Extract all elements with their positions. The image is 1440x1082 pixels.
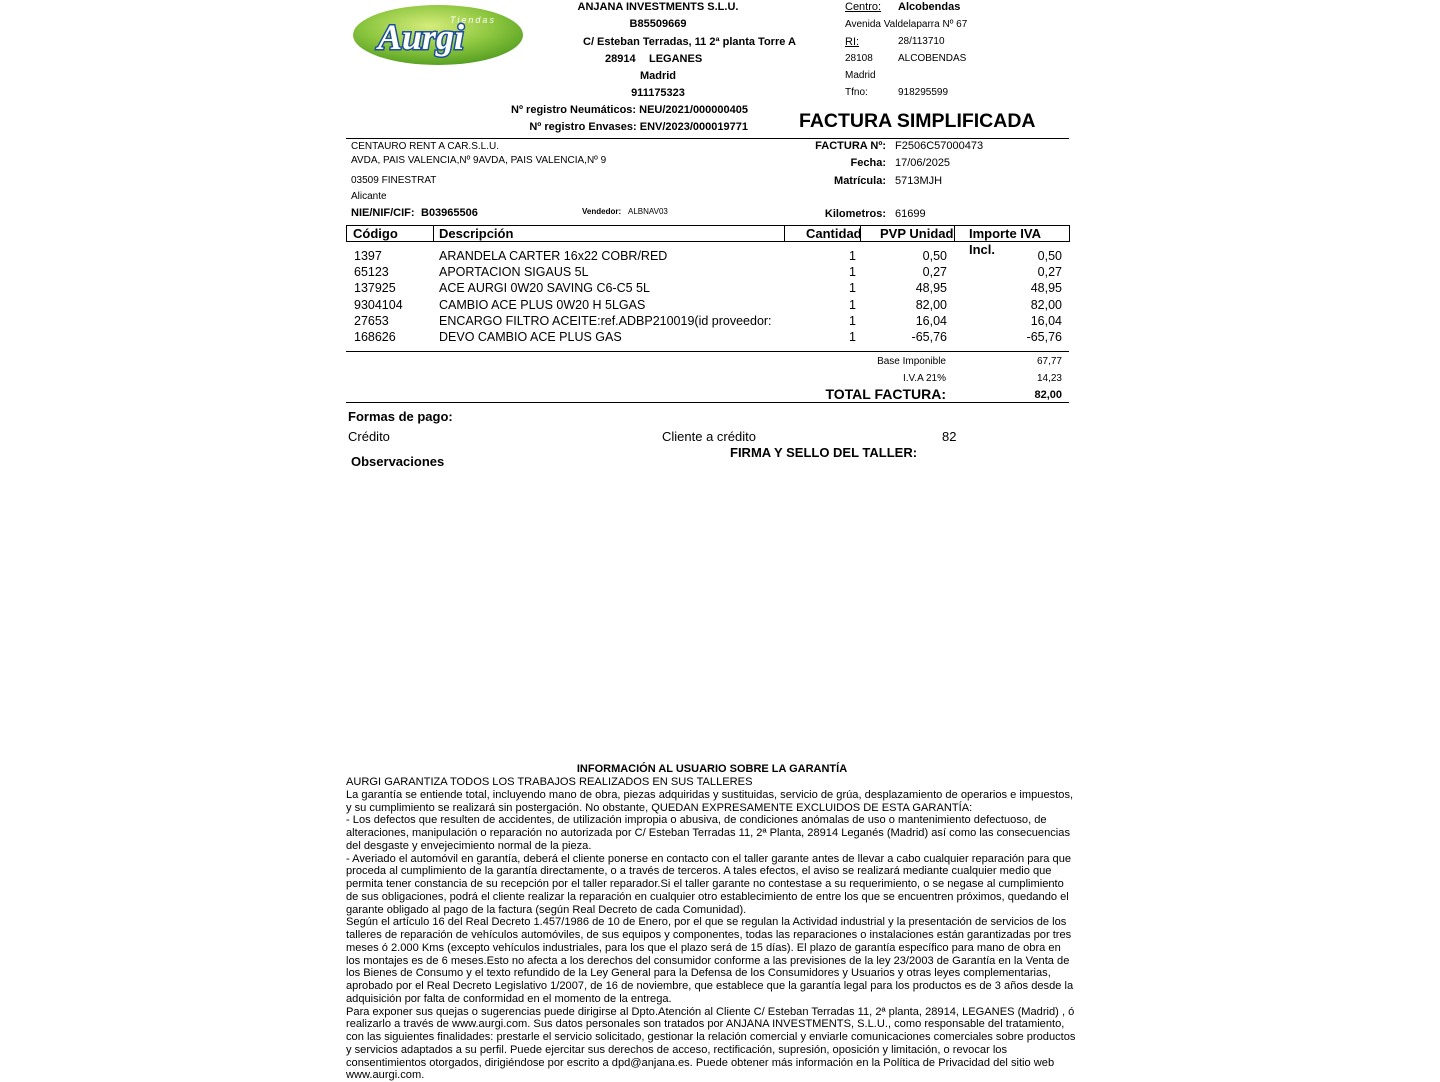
header-unit-price: PVP Unidad: [880, 226, 954, 241]
total-label: TOTAL FACTURA:: [825, 386, 946, 402]
centro-label: Centro:: [845, 1, 882, 13]
row-code: 168626: [354, 330, 396, 344]
base-value: 67,77: [1036, 356, 1062, 367]
seller-label: Vendedor:: [582, 207, 622, 216]
invoice-plate: 5713MJH: [895, 175, 943, 187]
company-phone: 911175323: [631, 87, 685, 99]
invoice-date: 17/06/2025: [895, 157, 951, 169]
table-row: [346, 297, 1068, 313]
table-row: [346, 313, 1068, 329]
row-code: 1397: [354, 249, 382, 263]
payment-method: Crédito: [348, 429, 390, 444]
row-unit-price: 0,50: [922, 249, 947, 263]
invoice-km-label: Kilometros:: [824, 208, 886, 220]
header-divider: [346, 138, 1069, 139]
row-amount: 82,00: [1030, 298, 1062, 312]
row-amount: 16,04: [1030, 314, 1062, 328]
row-description: ENCARGO FILTRO ACEITE:ref.ADBP210019(id proveedor:: [439, 314, 772, 328]
header-amount: Importe IVA Incl.: [969, 226, 1041, 257]
payment-title: Formas de pago:: [348, 409, 453, 424]
centro-city: ALCOBENDAS: [898, 53, 967, 64]
base-label: Base Imponible: [877, 356, 946, 367]
centro-name: Alcobendas: [898, 1, 961, 13]
table-row: [346, 329, 1068, 345]
table-row: [346, 280, 1068, 296]
invoice-number: F2506C57000473: [895, 140, 984, 152]
iva-value: 14,23: [1036, 373, 1062, 384]
row-amount: 0,27: [1037, 265, 1062, 279]
row-unit-price: 16,04: [915, 314, 947, 328]
table-bottom-divider: [346, 351, 1069, 352]
row-quantity: 1: [849, 298, 856, 312]
warranty-title: INFORMACIÓN AL USUARIO SOBRE LA GARANTÍA: [576, 763, 848, 775]
invoice-km: 61699: [895, 208, 926, 220]
row-description: ACE AURGI 0W20 SAVING C6-C5 5L: [439, 281, 650, 295]
row-quantity: 1: [849, 281, 856, 295]
row-code: 27653: [354, 314, 389, 328]
observations-label: Observaciones: [351, 454, 445, 469]
row-quantity: 1: [849, 249, 856, 263]
payment-type: Cliente a crédito: [662, 429, 756, 444]
header-description: Descripción: [439, 226, 514, 241]
payment-amount: 82: [942, 429, 957, 444]
header-separator: [433, 226, 434, 241]
invoice-number-label: FACTURA Nº:: [815, 140, 886, 152]
row-quantity: 1: [849, 265, 856, 279]
total-value: 82,00: [1034, 389, 1062, 401]
customer-address: AVDA, PAIS VALENCIA,Nº 9AVDA, PAIS VALENCIA,Nº 9: [351, 155, 607, 166]
row-unit-price: 82,00: [915, 298, 947, 312]
row-description: APORTACION SIGAUS 5L: [439, 265, 589, 279]
document-title: FACTURA SIMPLIFICADA: [799, 110, 1036, 132]
row-description: CAMBIO ACE PLUS 0W20 H 5LGAS: [439, 298, 646, 312]
invoice-plate-label: Matrícula:: [834, 175, 886, 187]
row-unit-price: -65,76: [911, 330, 947, 344]
logo-small-text: Tiendas: [450, 15, 496, 25]
row-code: 137925: [354, 281, 396, 295]
signature-label: FIRMA Y SELLO DEL TALLER:: [730, 445, 918, 460]
company-province: Madrid: [639, 70, 677, 82]
row-unit-price: 0,27: [922, 265, 947, 279]
header-separator: [954, 226, 955, 241]
centro-address: Avenida Valdelaparra Nº 67: [845, 19, 968, 30]
seller-code: ALBNAV03: [628, 207, 668, 216]
row-amount: -65,76: [1026, 330, 1062, 344]
table-row: [346, 264, 1068, 280]
customer-postal-city: 03509 FINESTRAT: [351, 175, 437, 186]
centro-postal-code: 28108: [845, 53, 873, 64]
centro-phone: 918295599: [898, 87, 949, 98]
company-address: C/ Esteban Terradas, 11 2ª planta Torre A: [583, 36, 796, 48]
header-separator: [860, 226, 861, 241]
customer-province: Alicante: [351, 191, 387, 202]
header-code: Código: [353, 226, 398, 241]
iva-label: I.V.A 21%: [903, 373, 946, 384]
invoice-date-label: Fecha:: [850, 157, 886, 169]
row-unit-price: 48,95: [915, 281, 947, 295]
row-code: 65123: [354, 265, 389, 279]
company-reg-neumaticos: Nº registro Neumáticos: NEU/2021/000000405: [511, 104, 748, 116]
customer-nif: B03965506: [421, 207, 478, 219]
row-amount: 0,50: [1037, 249, 1062, 263]
table-row: [346, 248, 1068, 264]
centro-province: Madrid: [845, 70, 876, 81]
company-name: ANJANA INVESTMENTS S.L.U.: [577, 1, 739, 13]
customer-name: CENTAURO RENT A CAR.S.L.U.: [351, 141, 499, 152]
row-amount: 48,95: [1030, 281, 1062, 295]
row-quantity: 1: [849, 314, 856, 328]
centro-ri-value: 28/113710: [898, 36, 945, 47]
row-description: ARANDELA CARTER 16x22 COBR/RED: [439, 249, 668, 263]
header-separator: [784, 226, 785, 241]
aurgi-logo: [352, 4, 524, 66]
customer-nif-label: NIE/NIF/CIF:: [351, 207, 415, 219]
header-quantity: Cantidad: [806, 226, 862, 241]
totals-divider: [346, 402, 1069, 403]
warranty-text: AURGI GARANTIZA TODOS LOS TRABAJOS REALIZADOS EN SUS TALLERES La garantía se entiende total, incluyendo mano de obra, piezas adquiridas y sustituidas, servicio de grúa, desplazamiento de operarios e impuestos, y su cumplimiento se realizará sin postergación. No obstante, QUEDAN EXPRESAMENTE EXCLUIDOS DE ESTA GARANTÍA: - Los defectos que resulten de accidentes, de utilización impropia o abusiva, de condiciones anómalas de uso o mantenimiento defectuoso, de alteraciones, manipulación o reparación no autorizada por C/ Esteban Terradas 11, 2ª Planta, 28914 Leganés (Madrid) así como las consecuencias del desgaste y envejecimiento normal de la pieza. - Averiado el automóvil en garantía, deberá el cliente ponerse en contacto con el taller garante antes de llevar a cabo cualquier reparación para que proceda al cumplimiento de la garantía directamente, o a través de terceros. A tales efectos, el aviso se realizará mediante cualquier medio que permita tener constancia de su recepción por el taller reparador.Si el taller garante no contestase a su requerimiento, o se negase al cumplimiento de sus obligaciones, podrá el cliente realizar la reparación en cualquier otro establecimiento de entre los que se encuentren próximos, quedando el garante obligado al pago de la factura (según Real Decreto de cada Comunidad). Según el artículo 16 del Real Decreto 1.457/1986 de 10 de Enero, por el que se regulan la Actividad industrial y la presentación de servicios de los talleres de reparación de vehículos automóviles, de sus equipos y componentes, todas las reparaciones o instalaciones están garantizadas por tres meses ó 2.000 Kms (excepto vehículos industriales, para los que el plazo será de 15 días). El plazo de garantía específico para mano de obra en los montajes es de 6 meses.Esto no afecta a los derechos del consumidor conforme a las previsiones de la ley 23/2003 de Garantía en la Venta de los Bienes de Consumo y el texto refundido de la Ley General para la Defensa de los Consumidores y Usuarios y otras leyes complementarias, aprobado por el Real Decreto Legislativo 1/2007, de 16 de noviembre, que establece que la garantía legal para los productos es de 3 años desde la adquisición por falta de conformidad en el momento de la entrega. Para exponer sus quejas o sugerencias puede dirigirse al Dpto.Atención al Cliente C/ Esteban Terradas 11, 2ª planta, 28914, LEGANES (Madrid) , ó realizarlo a través de www.aurgi.com. Sus datos personales son tratados por ANJANA INVESTMENTS, S.L.U., como responsable del tratamiento, con las siguientes finalidades: prestarle el servicio solicitado, gestionar la relación comercial y enviarle comunicaciones comerciales sobre productos y servicios adaptados a su perfil. Puede ejercitar sus derechos de acceso, rectificación, supresión, oposición y limitación, o revocar los consentimientos otorgados, dirigiéndose por escrito a dpd@anjana.es. Puede obtener más información en la Política de Privacidad del sitio web www.aurgi.com.: [346, 776, 1076, 1082]
company-postal-code: 28914: [605, 53, 636, 65]
row-description: DEVO CAMBIO ACE PLUS GAS: [439, 330, 622, 344]
row-quantity: 1: [849, 330, 856, 344]
company-reg-envases: Nº registro Envases: ENV/2023/000019771: [529, 121, 748, 133]
centro-phone-label: Tfno:: [845, 87, 868, 98]
logo-brand-text: Aurgi: [378, 17, 465, 57]
centro-ri-label: RI:: [845, 36, 860, 48]
row-code: 9304104: [354, 298, 403, 312]
company-cif: B85509669: [629, 18, 687, 30]
company-city: LEGANES: [649, 53, 703, 65]
